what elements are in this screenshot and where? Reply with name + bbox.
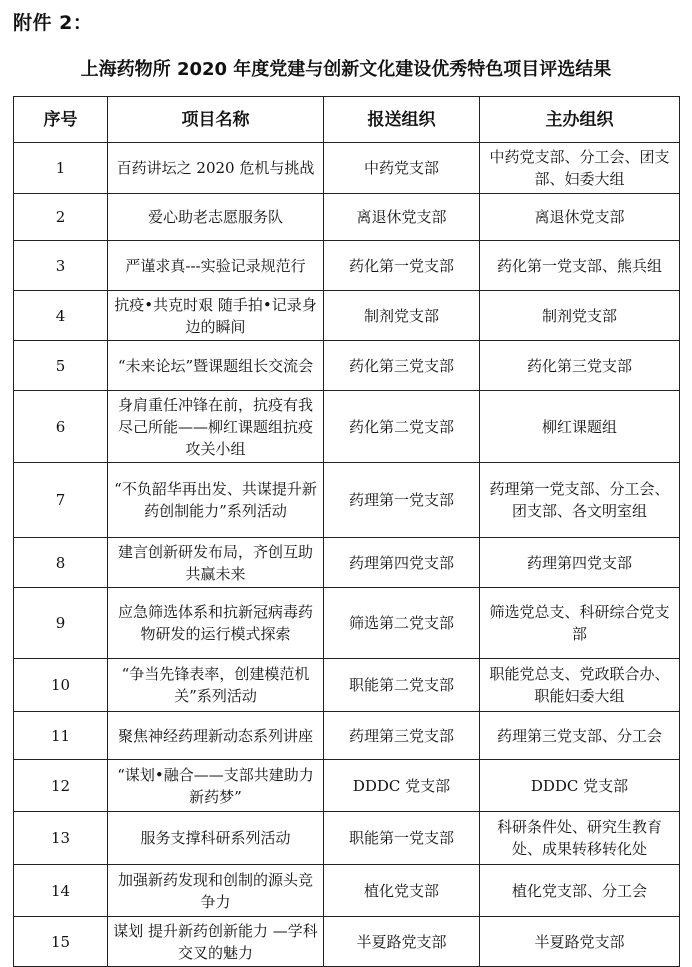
row-project-name: “不负韶华再出发、共谋提升新药创制能力”系列活动 [108,463,324,538]
row-index: 7 [14,463,108,538]
row-submitting-org: 药化第三党支部 [324,341,480,391]
row-hosting-org: 药理第一党支部、分工会、团支部、各文明室组 [480,463,680,538]
table-row [14,538,680,588]
row-hosting-org: 筛选党总支、科研综合党支部 [480,588,680,659]
table-row [14,760,680,812]
row-index: 9 [14,588,108,659]
table-row [14,712,680,760]
row-index: 6 [14,391,108,463]
row-submitting-org: DDDC 党支部 [324,760,480,812]
row-submitting-org: 药理第四党支部 [324,538,480,588]
table-row [14,865,680,917]
table-row [14,194,680,241]
row-hosting-org: 职能党总支、党政联合办、职能妇委大组 [480,659,680,712]
row-submitting-org: 半夏路党支部 [324,917,480,967]
row-index: 10 [14,659,108,712]
row-index: 8 [14,538,108,588]
row-submitting-org: 药化第二党支部 [324,391,480,463]
header-project-name: 项目名称 [108,97,324,143]
row-project-name: 加强新药发现和创制的源头竞争力 [108,865,324,917]
results-table [13,96,680,967]
row-submitting-org: 药理第一党支部 [324,463,480,538]
row-project-name: 建言创新研发布局，齐创互助共赢未来 [108,538,324,588]
row-project-name: “谋划•融合——支部共建助力新药梦” [108,760,324,812]
table-row [14,341,680,391]
table-row [14,917,680,967]
row-project-name: 抗疫•共克时艰 随手拍•记录身边的瞬间 [108,291,324,341]
table-row [14,588,680,659]
row-submitting-org: 离退休党支部 [324,194,480,241]
row-submitting-org: 制剂党支部 [324,291,480,341]
header-index: 序号 [14,97,108,143]
row-submitting-org: 中药党支部 [324,143,480,194]
row-hosting-org: 中药党支部、分工会、团支部、妇委大组 [480,143,680,194]
row-project-name: 应急筛选体系和抗新冠病毒药物研发的运行模式探索 [108,588,324,659]
row-project-name: “未来论坛”暨课题组长交流会 [108,341,324,391]
row-index: 4 [14,291,108,341]
row-project-name: 谋划 提升新药创新能力 —学科交叉的魅力 [108,917,324,967]
document-title: 上海药物所 2020 年度党建与创新文化建设优秀特色项目评选结果 [80,59,612,80]
table-row [14,463,680,538]
row-hosting-org: 药理第四党支部 [480,538,680,588]
row-hosting-org: 药化第三党支部 [480,341,680,391]
row-index: 14 [14,865,108,917]
table-row [14,241,680,291]
row-project-name: 身肩重任冲锋在前，抗疫有我尽己所能——柳红课题组抗疫攻关小组 [108,391,324,463]
row-submitting-org: 药化第一党支部 [324,241,480,291]
row-hosting-org: 植化党支部、分工会 [480,865,680,917]
row-submitting-org: 职能第一党支部 [324,812,480,865]
table-row [14,291,680,341]
row-index: 12 [14,760,108,812]
row-project-name: 服务支撑科研系列活动 [108,812,324,865]
row-project-name: 百药讲坛之 2020 危机与挑战 [108,143,324,194]
table-row [14,143,680,194]
row-hosting-org: 半夏路党支部 [480,917,680,967]
attachment-label: 附件 2： [13,12,93,34]
row-hosting-org: 药理第三党支部、分工会 [480,712,680,760]
row-submitting-org: 药理第三党支部 [324,712,480,760]
row-index: 11 [14,712,108,760]
row-index: 2 [14,194,108,241]
table-row [14,391,680,463]
row-project-name: 爱心助老志愿服务队 [108,194,324,241]
row-index: 3 [14,241,108,291]
table-row [14,812,680,865]
row-submitting-org: 植化党支部 [324,865,480,917]
row-hosting-org: DDDC 党支部 [480,760,680,812]
row-index: 15 [14,917,108,967]
row-project-name: 聚焦神经药理新动态系列讲座 [108,712,324,760]
row-index: 5 [14,341,108,391]
row-project-name: 严谨求真---实验记录规范行 [108,241,324,291]
header-hosting-org: 主办组织 [480,97,680,143]
row-index: 13 [14,812,108,865]
table-header-row [14,97,680,143]
row-submitting-org: 筛选第二党支部 [324,588,480,659]
row-hosting-org: 药化第一党支部、熊兵组 [480,241,680,291]
row-hosting-org: 柳红课题组 [480,391,680,463]
header-submitting-org: 报送组织 [324,97,480,143]
row-submitting-org: 职能第二党支部 [324,659,480,712]
table-row [14,659,680,712]
row-project-name: “争当先锋表率，创建模范机关”系列活动 [108,659,324,712]
row-hosting-org: 离退休党支部 [480,194,680,241]
row-hosting-org: 科研条件处、研究生教育处、成果转移转化处 [480,812,680,865]
row-index: 1 [14,143,108,194]
row-hosting-org: 制剂党支部 [480,291,680,341]
